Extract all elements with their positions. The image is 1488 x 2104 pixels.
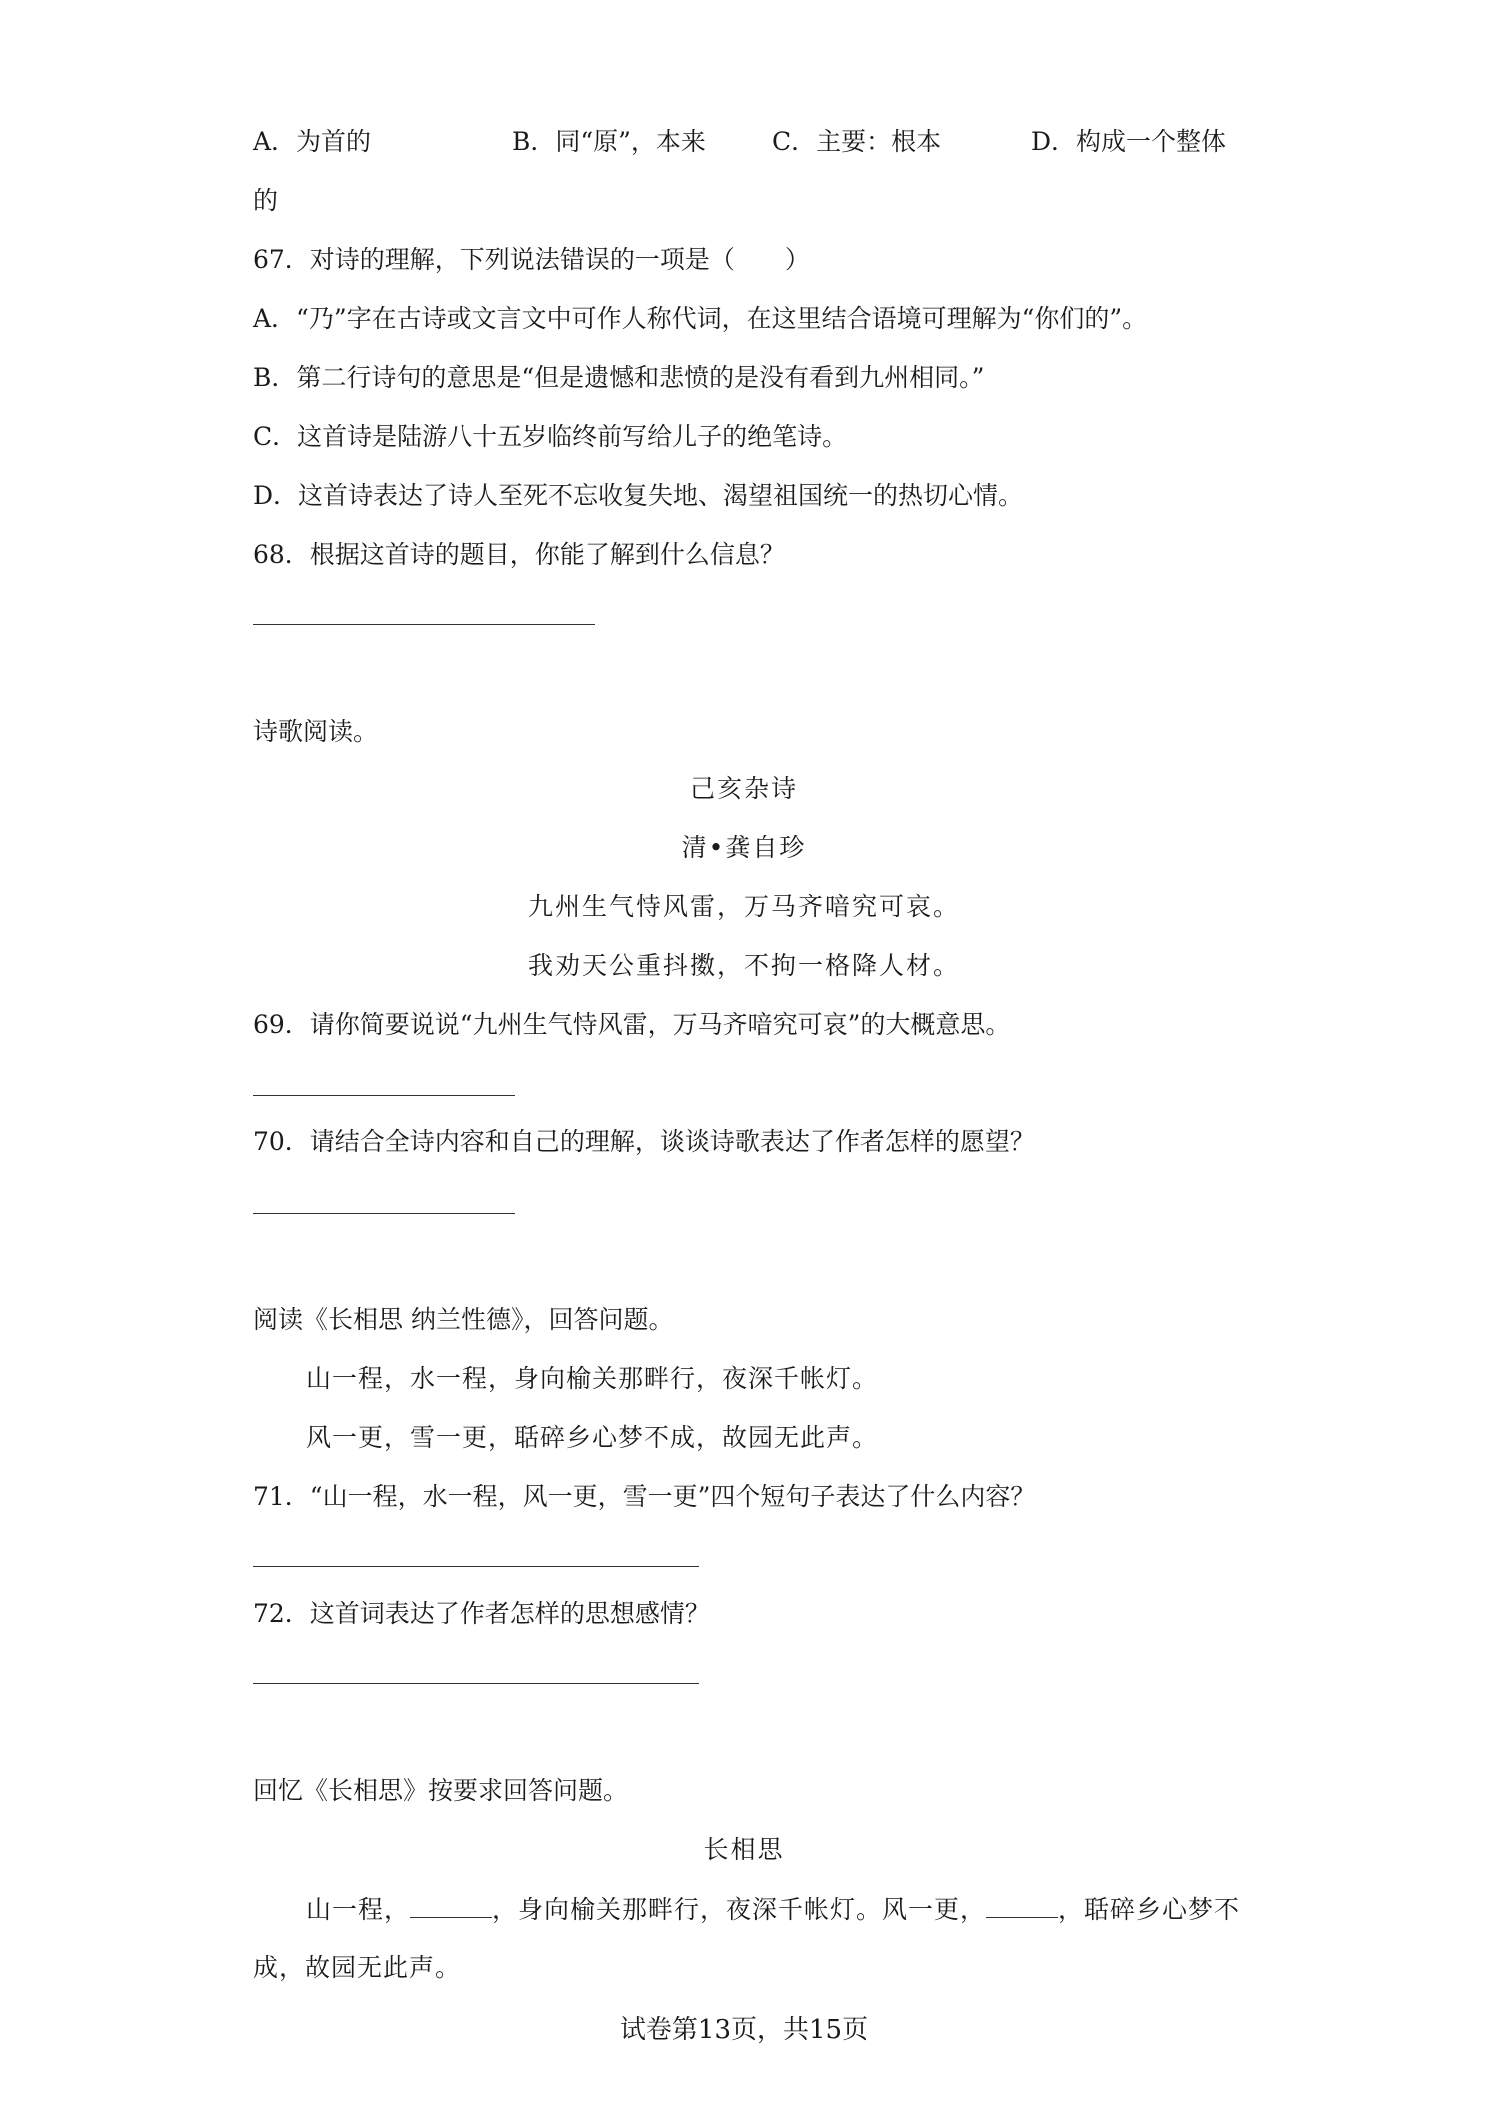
fill-blank-2[interactable]	[986, 1891, 1058, 1918]
recall-text-1: 山一程，	[306, 1895, 411, 1924]
recall-text-3: ，聒碎乡心梦不	[1058, 1895, 1241, 1924]
section3-intro: 阅读《长相思 纳兰性德》，回答问题。	[253, 1305, 674, 1334]
q71-answer-line[interactable]	[253, 1566, 699, 1567]
ci-line-1: 山一程，水一程，身向榆关那畔行，夜深千帐灯。	[306, 1364, 879, 1393]
recall-paragraph-line-2: 成，故园无此声。	[253, 1953, 462, 1982]
q69-answer-line[interactable]	[253, 1095, 515, 1096]
q67-option-a: A．“乃”字在古诗或文言文中可作人称代词，在这里结合语境可理解为“你们的”。	[253, 304, 1148, 333]
q72-answer-line[interactable]	[253, 1683, 699, 1684]
q67-option-c: C．这首诗是陆游八十五岁临终前写给儿子的绝笔诗。	[253, 422, 848, 451]
recall-text-2: ，身向榆关那畔行，夜深千帐灯。风一更，	[492, 1895, 987, 1924]
section4-intro: 回忆《长相思》按要求回答问题。	[253, 1776, 629, 1805]
q72-stem: 72．这首词表达了作者怎样的思想感情？	[253, 1599, 710, 1628]
q68-stem: 68．根据这首诗的题目，你能了解到什么信息？	[253, 540, 785, 569]
recall-paragraph-line-1	[306, 1891, 1240, 1928]
q66-option-c: C．主要：根本	[772, 127, 942, 156]
q71-stem: 71．“山一程，水一程，风一更，雪一更”四个短句子表达了什么内容？	[253, 1482, 1036, 1511]
q70-stem: 70．请结合全诗内容和自己的理解，谈谈诗歌表达了作者怎样的愿望？	[253, 1127, 1035, 1156]
page-footer: 试卷第13页，共15页	[619, 2015, 869, 2045]
recall-title: 长相思	[703, 1835, 785, 1864]
q66-option-d-wrap: 的	[253, 186, 279, 215]
q67-option-b: B．第二行诗句的意思是“但是遗憾和悲愤的是没有看到九州相同。”	[253, 363, 985, 392]
fill-blank-1[interactable]	[410, 1891, 492, 1918]
poem-author: 清•龚自珍	[681, 833, 807, 862]
q67-stem: 67．对诗的理解，下列说法错误的一项是（ ）	[253, 245, 810, 274]
q66-option-d: D．构成一个整体	[1031, 127, 1227, 156]
q70-answer-line[interactable]	[253, 1213, 515, 1214]
poem-line-1: 九州生气恃风雷，万马齐喑究可哀。	[527, 892, 960, 921]
poem-line-2: 我劝天公重抖擞，不拘一格降人材。	[527, 951, 960, 980]
poem-title: 己亥杂诗	[689, 774, 798, 803]
q69-stem: 69．请你简要说说“九州生气恃风雷，万马齐喑究可哀”的大概意思。	[253, 1010, 1011, 1039]
q66-option-a: A．为首的	[253, 127, 372, 156]
q67-option-d: D．这首诗表达了诗人至死不忘收复失地、渴望祖国统一的热切心情。	[253, 481, 1024, 510]
section2-intro: 诗歌阅读。	[253, 717, 379, 746]
q66-option-b: B．同“原”，本来	[512, 127, 706, 156]
q68-answer-line[interactable]	[253, 624, 595, 625]
ci-line-2: 风一更，雪一更，聒碎乡心梦不成，故园无此声。	[306, 1423, 879, 1452]
